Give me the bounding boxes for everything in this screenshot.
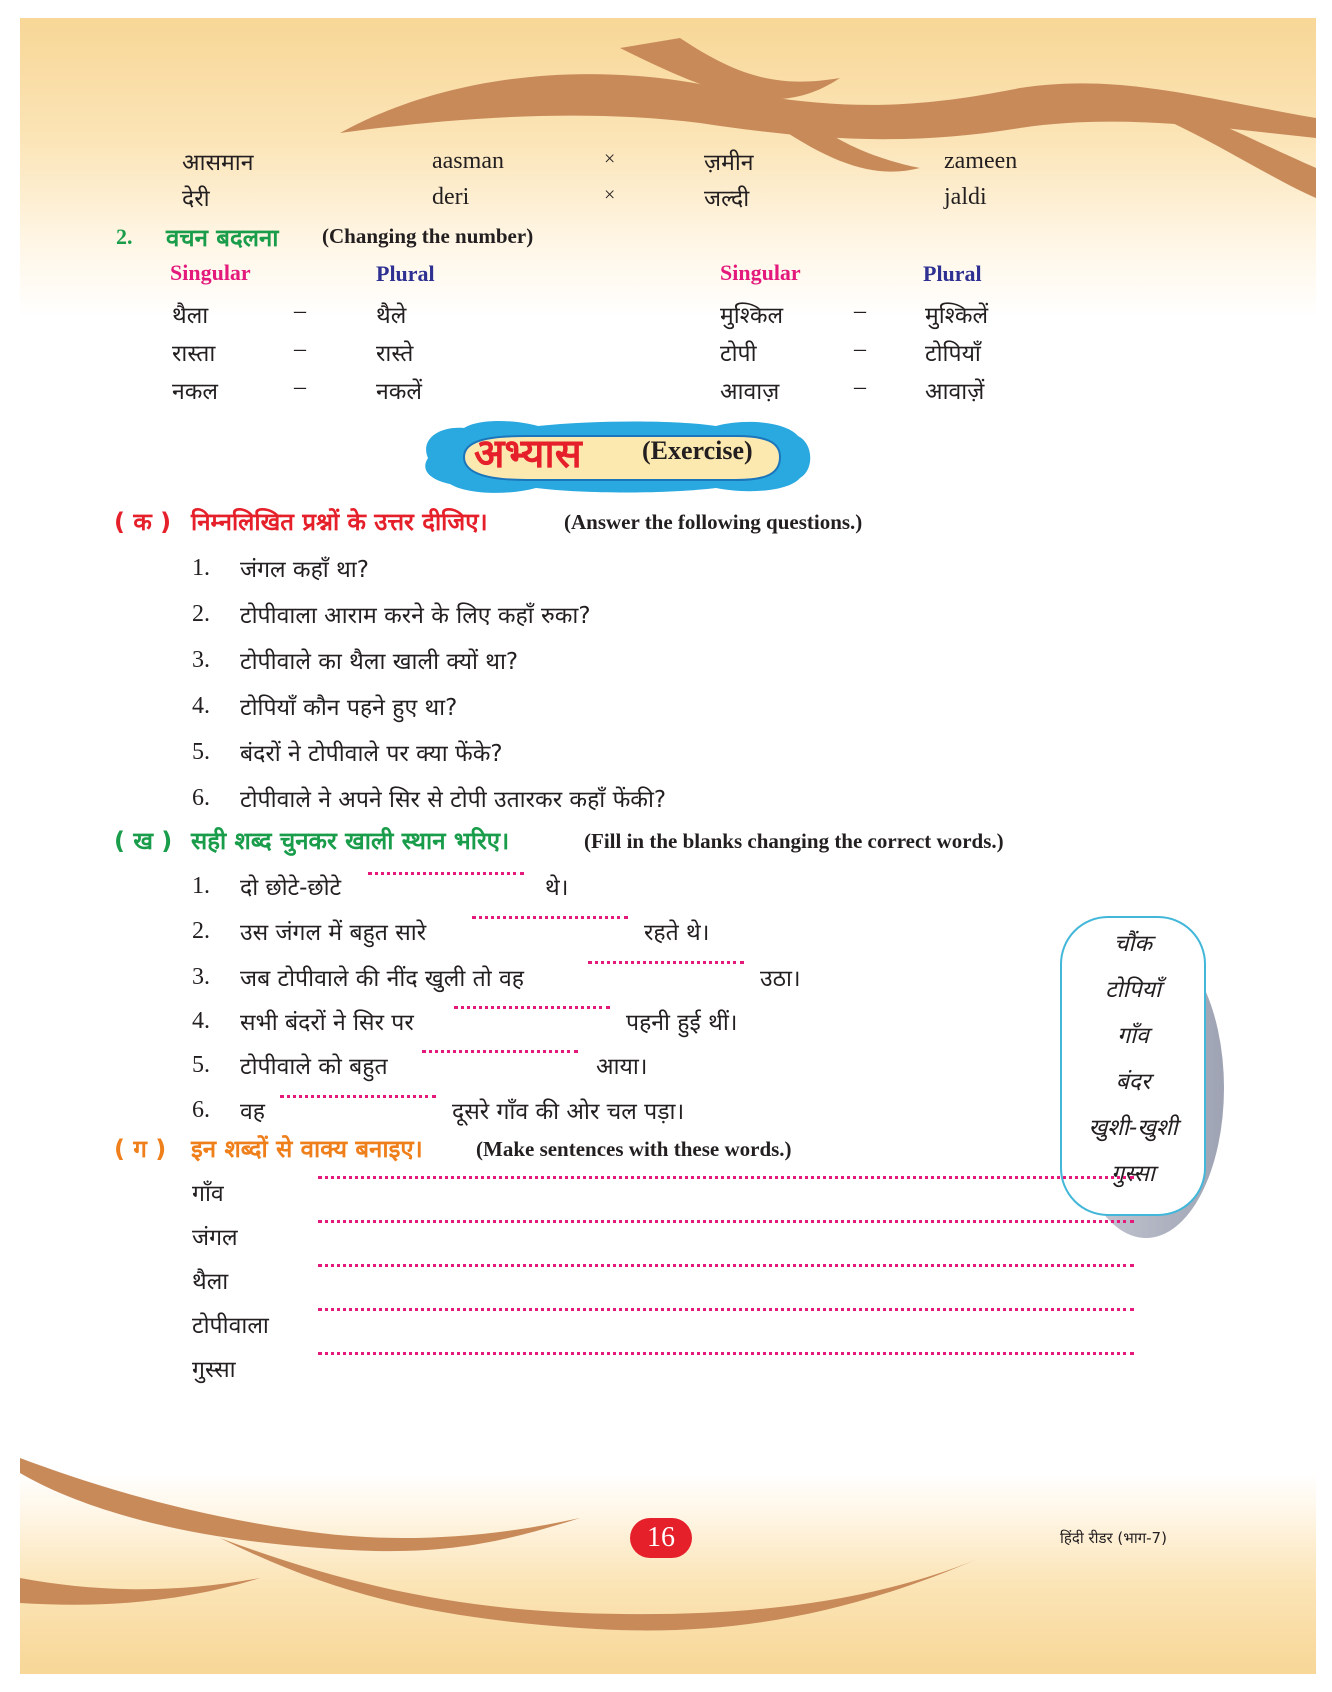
dash: – (294, 336, 306, 362)
section-marker: ( ग ) (114, 1135, 167, 1163)
question-number: 6. (192, 785, 210, 811)
plural-word: मुश्किलें (925, 303, 989, 329)
word-option: चौंक (1113, 931, 1153, 957)
blank-number: 4. (192, 1008, 210, 1034)
plural-word: टोपियाँ (925, 341, 981, 367)
sentence-word: गुस्सा (192, 1357, 236, 1383)
plural-word: थैले (376, 303, 407, 329)
fill-blank[interactable] (454, 1006, 610, 1009)
exercise-title-hindi: अभ्यास (474, 431, 582, 477)
plural-label: Plural (923, 261, 982, 286)
dash: – (854, 336, 866, 362)
question-number: 2. (192, 601, 210, 627)
section-title-hindi: वचन बदलना (166, 224, 279, 252)
sentence-word: जंगल (192, 1225, 238, 1251)
dash: – (294, 298, 306, 324)
word-option: टोपियाँ (1105, 977, 1161, 1003)
question-text: टोपियाँ कौन पहने हुए था? (240, 695, 458, 721)
question-text: बंदरों ने टोपीवाले पर क्या फेंके? (240, 741, 503, 767)
antonym-symbol: × (604, 148, 616, 170)
question-number: 5. (192, 739, 210, 765)
sentence-word: टोपीवाला (192, 1313, 269, 1339)
section-title-english: (Fill in the blanks changing the correct words.) (584, 829, 1004, 853)
singular-word: टोपी (720, 341, 757, 367)
antonym-word: देरी (182, 186, 210, 212)
blank-number: 3. (192, 964, 210, 990)
sentence-line[interactable] (318, 1308, 1134, 1311)
antonym-opposite: जल्दी (704, 186, 750, 212)
antonym-symbol: × (604, 184, 616, 206)
fill-blank[interactable] (280, 1095, 436, 1098)
singular-word: रास्ता (172, 341, 216, 367)
word-option: गाँव (1117, 1023, 1149, 1049)
singular-word: मुश्किल (720, 303, 784, 329)
question-text: जंगल कहाँ था? (240, 557, 369, 583)
singular-label: Singular (170, 260, 251, 285)
blank-text-before: उस जंगल में बहुत सारे (240, 920, 427, 946)
sentence-word: गाँव (192, 1181, 224, 1207)
antonym-opposite: ज़मीन (704, 150, 754, 176)
blank-number: 1. (192, 873, 210, 899)
dash: – (854, 374, 866, 400)
section-title-hindi: इन शब्दों से वाक्य बनाइए। (191, 1135, 423, 1163)
blank-text-before: जब टोपीवाले की नींद खुली तो वह (240, 966, 524, 992)
singular-label: Singular (720, 260, 801, 285)
plural-word: नकलें (376, 379, 423, 405)
sentence-word: थैला (192, 1269, 229, 1295)
page-number: 16 (630, 1518, 692, 1558)
book-title: हिंदी रीडर (भाग-7) (1060, 1529, 1167, 1547)
blank-text-before: सभी बंदरों ने सिर पर (240, 1010, 414, 1036)
antonym-opp-translit: zameen (944, 148, 1018, 174)
section-marker: ( ख ) (114, 827, 173, 855)
dash: – (854, 298, 866, 324)
blank-number: 2. (192, 918, 210, 944)
blank-text-after: उठा। (760, 966, 801, 992)
section-title-hindi: सही शब्द चुनकर खाली स्थान भरिए। (191, 827, 510, 855)
blank-number: 5. (192, 1052, 210, 1078)
sentence-line[interactable] (318, 1264, 1134, 1267)
blank-text-after: पहनी हुई थीं। (626, 1010, 738, 1036)
blank-text-after: आया। (596, 1054, 648, 1080)
plural-word: आवाज़ें (925, 379, 985, 405)
singular-word: नकल (172, 379, 219, 405)
fill-blank[interactable] (368, 872, 524, 875)
fill-blank[interactable] (422, 1050, 578, 1053)
word-option: बंदर (1115, 1069, 1151, 1095)
blank-text-before: टोपीवाले को बहुत (240, 1054, 388, 1080)
antonym-translit: aasman (432, 148, 504, 174)
word-option: खुशी-खुशी (1088, 1115, 1178, 1141)
word-box (1060, 916, 1206, 1216)
textbook-page (20, 18, 1316, 1674)
question-number: 1. (192, 555, 210, 581)
question-text: टोपीवाले का थैला खाली क्यों था? (240, 649, 519, 675)
antonym-translit: deri (432, 184, 470, 210)
fill-blank[interactable] (472, 916, 628, 919)
blank-text-after: थे। (545, 875, 569, 901)
antonym-word: आसमान (182, 150, 254, 176)
blank-text-after: दूसरे गाँव की ओर चल पड़ा। (452, 1099, 685, 1125)
fill-blank[interactable] (588, 961, 744, 964)
sentence-line[interactable] (318, 1176, 1134, 1179)
sentence-line[interactable] (318, 1220, 1134, 1223)
antonym-opp-translit: jaldi (944, 184, 987, 210)
question-text: टोपीवाले ने अपने सिर से टोपी उतारकर कहाँ फेंकी? (240, 787, 667, 813)
question-number: 4. (192, 693, 210, 719)
blank-text-after: रहते थे। (644, 920, 710, 946)
singular-word: थैला (172, 303, 209, 329)
plural-label: Plural (376, 261, 435, 286)
exercise-title-english: (Exercise) (642, 436, 753, 465)
singular-word: आवाज़ (720, 379, 780, 405)
question-text: टोपीवाला आराम करने के लिए कहाँ रुका? (240, 603, 591, 629)
word-option: गुस्सा (1111, 1161, 1155, 1187)
question-number: 3. (192, 647, 210, 673)
sentence-line[interactable] (318, 1352, 1134, 1355)
section-title-english: (Make sentences with these words.) (476, 1137, 792, 1161)
blank-text-before: वह (240, 1099, 266, 1125)
section-title-english: (Answer the following questions.) (564, 510, 863, 534)
section-number: 2. (116, 224, 133, 249)
blank-number: 6. (192, 1097, 210, 1123)
plural-word: रास्ते (376, 341, 414, 367)
section-marker: ( क ) (114, 508, 172, 536)
section-title-hindi: निम्नलिखित प्रश्नों के उत्तर दीजिए। (191, 508, 488, 536)
section-title-english: (Changing the number) (322, 224, 534, 248)
blank-text-before: दो छोटे-छोटे (240, 875, 342, 901)
dash: – (294, 374, 306, 400)
